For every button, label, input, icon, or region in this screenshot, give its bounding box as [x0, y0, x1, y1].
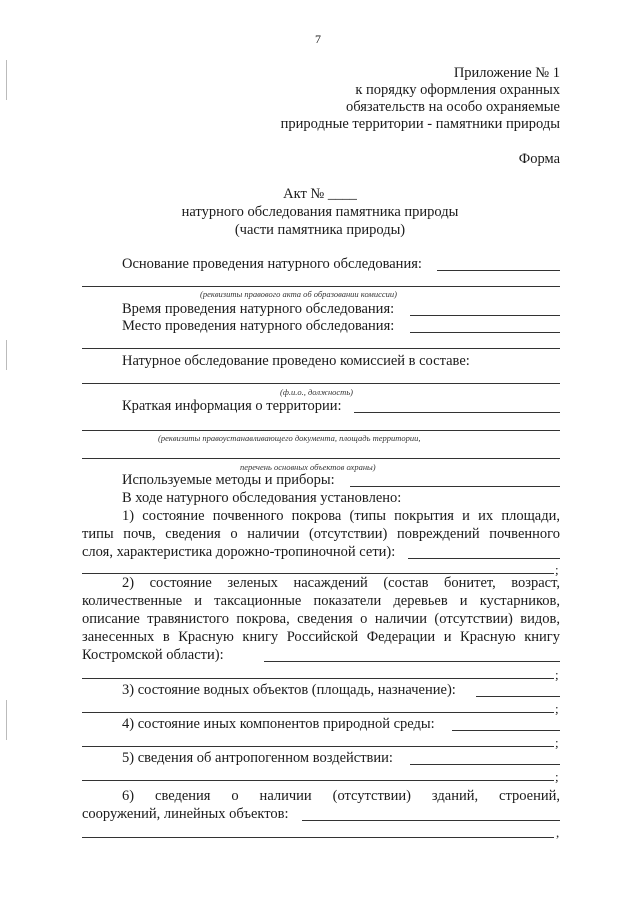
act-subtitle-note: (части памятника природы) — [234, 222, 406, 238]
territory-input-line-3[interactable] — [82, 458, 560, 459]
territory-caption-2: перечень основных объектов охраны) — [240, 462, 376, 472]
green-input-line[interactable] — [264, 661, 560, 662]
basis-caption: (реквизиты правового акта об образовании комиссии) — [200, 289, 397, 299]
buildings-comma: , — [556, 825, 560, 840]
green-text-3: описание травянистого покрова, сведения о наличии (отсутствии) видов, — [82, 611, 560, 627]
established-label: В ходе натурного обследования установлено: — [122, 490, 402, 506]
territory-input-line-2[interactable] — [82, 430, 560, 431]
water-input-line[interactable] — [476, 696, 560, 697]
appendix-line-1: Приложение № 1 — [453, 65, 560, 81]
green-input-line-2[interactable] — [82, 678, 554, 679]
water-semicolon: ; — [555, 701, 559, 716]
other-input-line-2[interactable] — [82, 746, 554, 747]
other-input-line[interactable] — [452, 730, 560, 731]
other-semicolon: ; — [555, 735, 559, 750]
buildings-input-line-2[interactable] — [82, 837, 554, 838]
scan-edge-mark — [6, 700, 7, 740]
territory-label: Краткая информация о территории: — [122, 398, 342, 414]
form-label: Форма — [518, 151, 560, 167]
anthro-input-line-2[interactable] — [82, 780, 554, 781]
green-text-1: 2) состояние зеленых насаждений (состав бонитет, возраст, — [122, 575, 560, 591]
commission-input-line[interactable] — [82, 383, 560, 384]
methods-label: Используемые методы и приборы: — [122, 472, 335, 488]
soil-text-3: слоя, характеристика дорожно-тропиночной сети): — [82, 544, 396, 560]
scan-edge-mark — [6, 60, 7, 100]
buildings-text-1: 6) сведения о наличии (отсутствии) зданий, строений, — [122, 788, 560, 804]
act-subtitle: натурного обследования памятника природы — [181, 204, 459, 220]
basis-input-line-2[interactable] — [82, 286, 560, 287]
place-input-line-2[interactable] — [82, 348, 560, 349]
soil-semicolon: ; — [555, 562, 559, 577]
territory-caption-1: (реквизиты правоустанавливающего документа, площадь территории, — [158, 433, 421, 443]
appendix-line-2: к порядку оформления охранных — [355, 82, 560, 98]
green-semicolon: ; — [555, 667, 559, 682]
water-text: 3) состояние водных объектов (площадь, назначение): — [122, 682, 456, 698]
territory-input-line[interactable] — [354, 412, 560, 413]
soil-text-2: типы почв, сведения о наличии (отсутствии) повреждений почвенного — [82, 526, 560, 542]
water-input-line-2[interactable] — [82, 712, 554, 713]
anthro-text: 5) сведения об антропогенном воздействии: — [122, 750, 393, 766]
place-input-line[interactable] — [410, 332, 560, 333]
appendix-line-4: природные территории - памятники природы — [280, 116, 560, 132]
green-text-5: Костромской области): — [82, 647, 224, 663]
methods-input-line[interactable] — [350, 486, 560, 487]
green-text-4: занесенных в Красную книгу Российской Федерации и Красную книгу — [82, 629, 560, 645]
page-number: 7 — [315, 32, 321, 46]
commission-caption: (ф.и.о., должность) — [280, 387, 354, 397]
act-title: Акт № ____ — [283, 186, 357, 202]
soil-input-line[interactable] — [408, 558, 560, 559]
anthro-semicolon: ; — [555, 769, 559, 784]
appendix-line-3: обязательств на особо охраняемые — [345, 99, 560, 115]
buildings-text-2: сооружений, линейных объектов: — [82, 806, 289, 822]
place-label: Место проведения натурного обследования: — [122, 318, 395, 334]
buildings-input-line[interactable] — [302, 820, 560, 821]
time-input-line[interactable] — [410, 315, 560, 316]
other-text: 4) состояние иных компонентов природной среды: — [122, 716, 435, 732]
anthro-input-line[interactable] — [410, 764, 560, 765]
time-label: Время проведения натурного обследования: — [122, 301, 395, 317]
basis-input-line[interactable] — [437, 270, 560, 271]
scan-edge-mark — [6, 340, 7, 370]
soil-text-1: 1) состояние почвенного покрова (типы покрытия и их площади, — [122, 508, 560, 524]
green-text-2: количественные и таксационные показатели деревьев и кустарников, — [82, 593, 560, 609]
basis-label: Основание проведения натурного обследования: — [122, 256, 422, 272]
commission-label: Натурное обследование проведено комиссией в составе: — [122, 353, 470, 369]
